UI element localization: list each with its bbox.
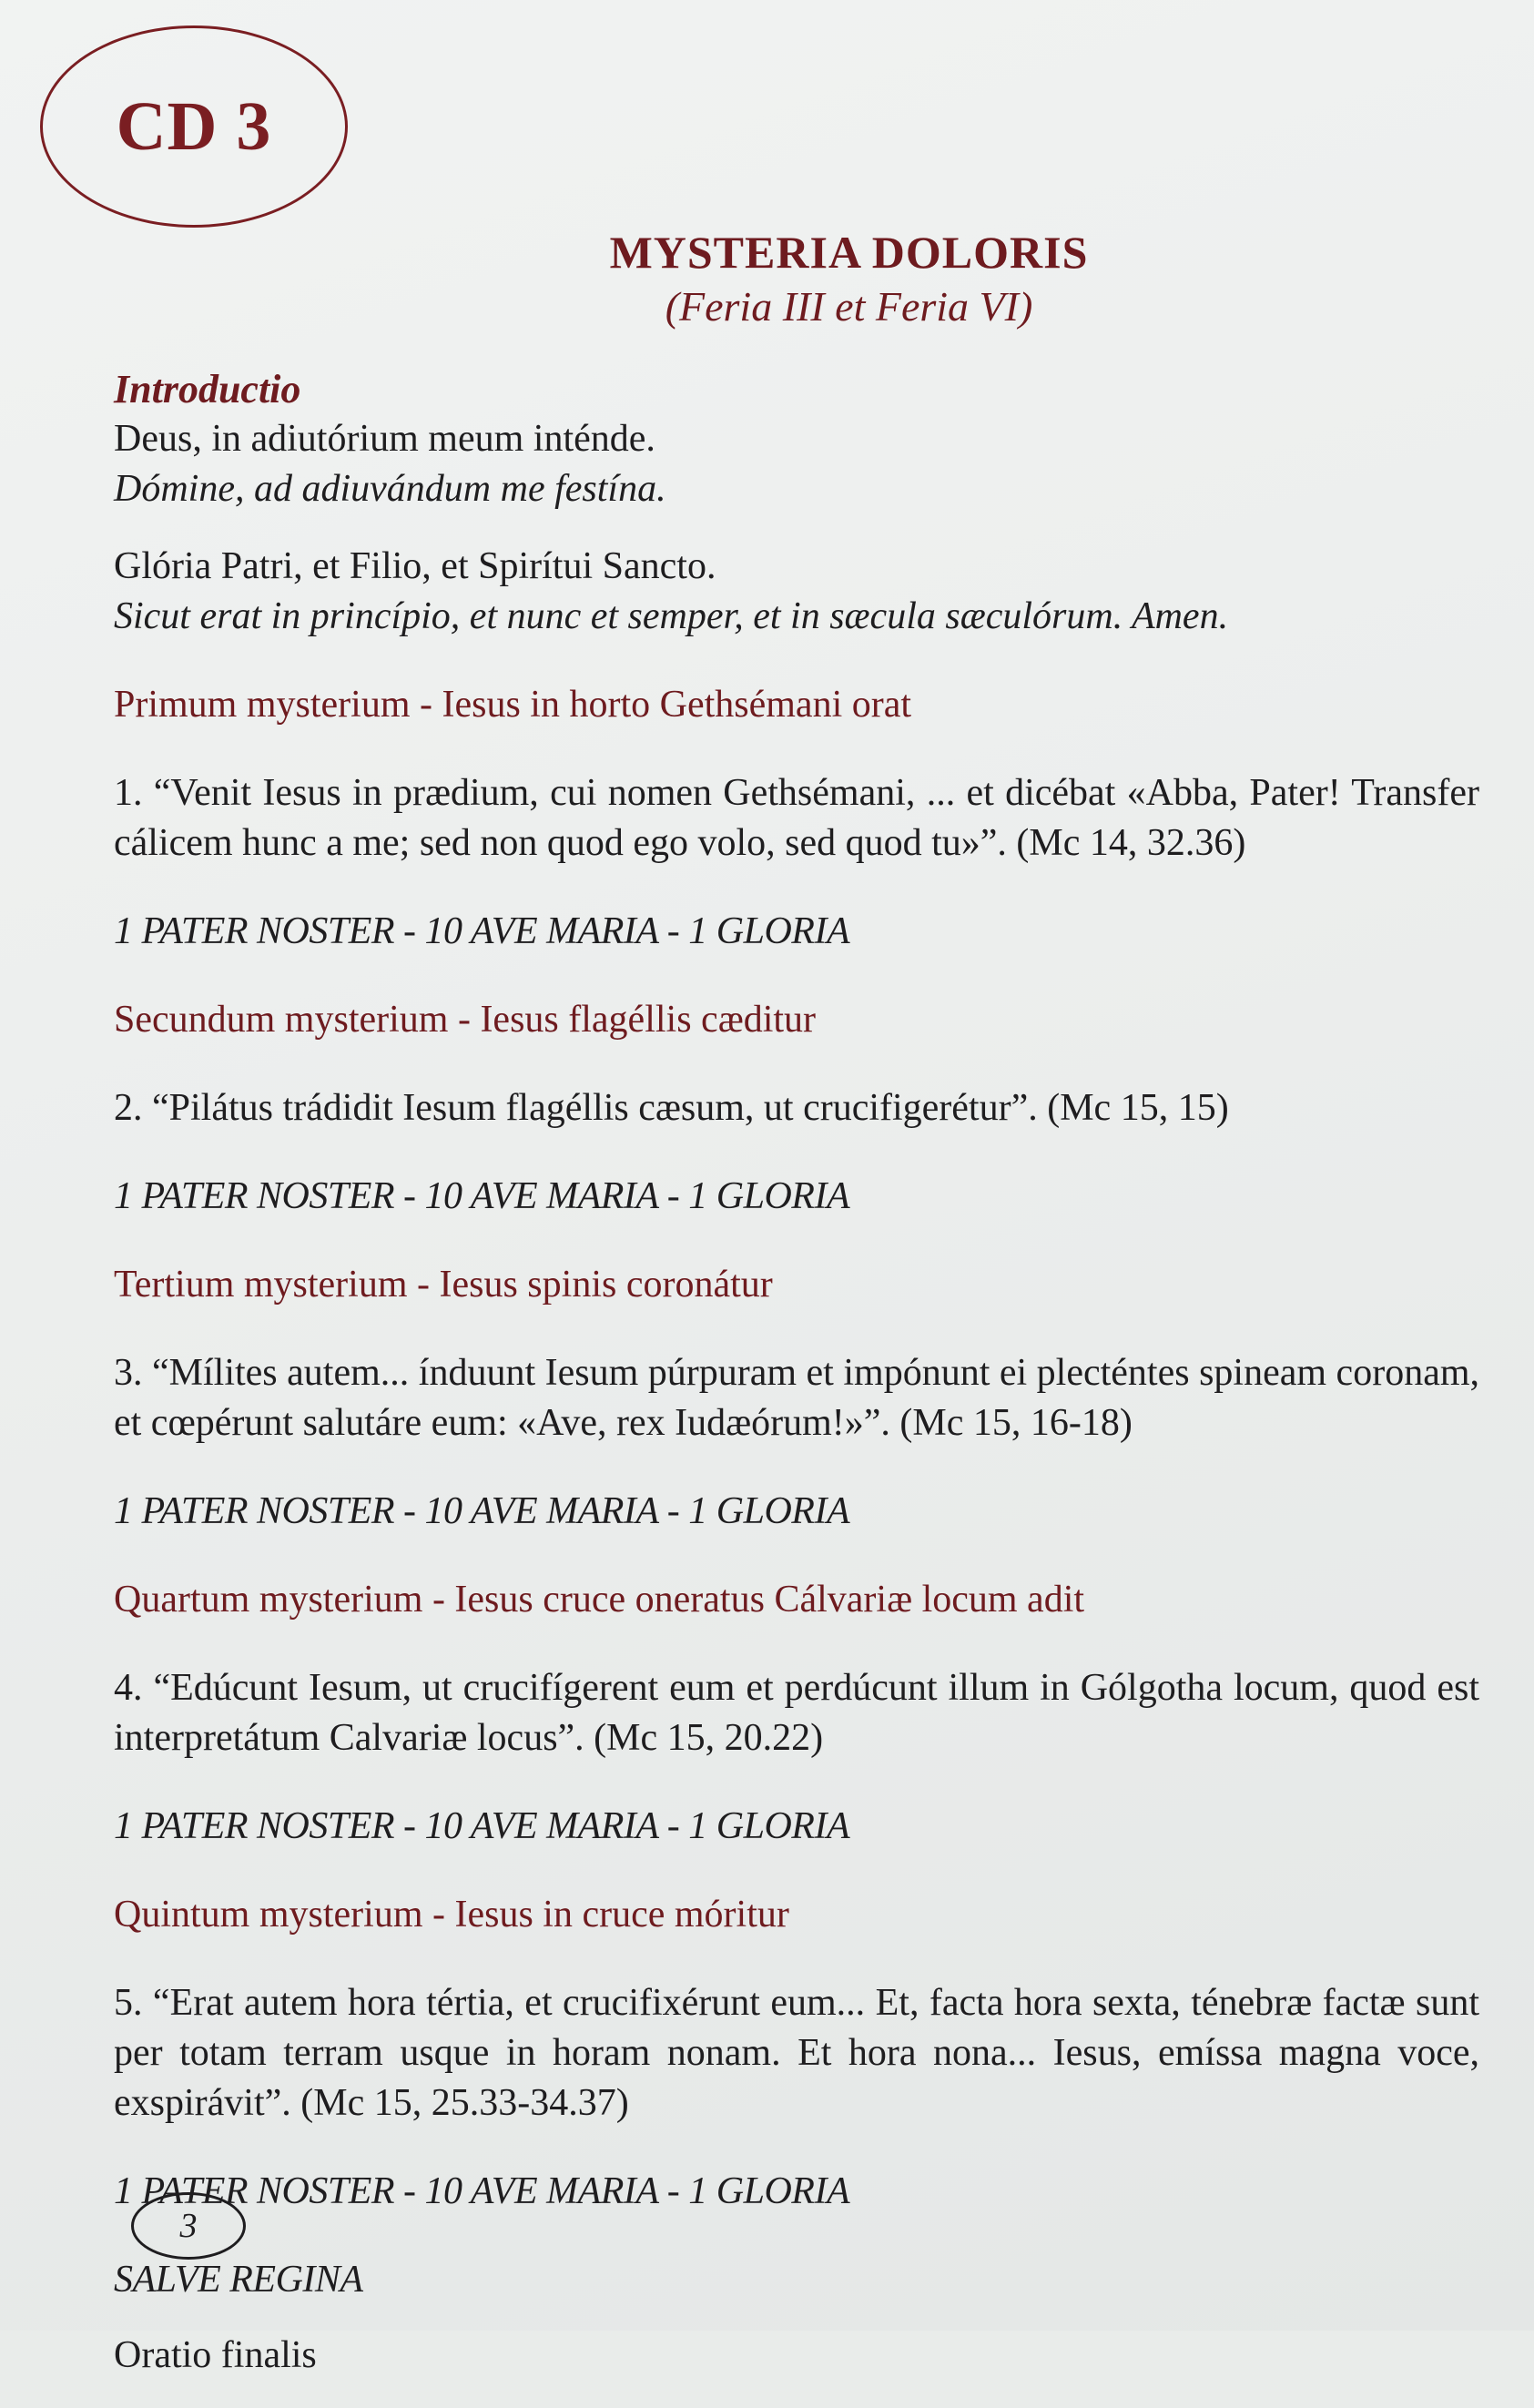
cd-label: CD 3 [116,87,272,165]
mystery-text: 4. “Edúcunt Iesum, ut crucifígerent eum et perdúcunt illum in Gólgotha locum, quod est interpretátum Calvariæ locus”. (Mc 15, 20.22) [114,1667,1479,1759]
gloria-section [114,542,1479,642]
mystery-prayer: 1 PATER NOSTER - 10 AVE MARIA - 1 GLORIA [114,1175,850,1217]
salve-regina: SALVE REGINA [114,2259,363,2301]
page-number: 3 [179,2207,198,2245]
mystery-3 [114,1260,1479,1537]
mystery-title: Primum mysterium - Iesus in horto Gethsémani orat [114,684,912,726]
mystery-prayer: 1 PATER NOSTER - 10 AVE MARIA - 1 GLORIA [114,2170,850,2212]
introductio-line-2: Dómine, ad adiuvándum me festína. [114,468,666,510]
page-content [114,364,1479,2408]
introductio-line-1: Deus, in adiutórium meum inténde. [114,418,655,460]
mystery-prayer: 1 PATER NOSTER - 10 AVE MARIA - 1 GLORIA [114,1805,850,1847]
mystery-2 [114,995,1479,1222]
mystery-4 [114,1575,1479,1852]
closing-section [114,2255,1479,2381]
mystery-text: 1. “Venit Iesus in prædium, cui nomen Gethsémani, ... et dicébat «Abba, Pater! Transfer cálicem hunc a me; sed non quod ego volo, sed quod tu»”. (Mc 14, 32.36) [114,772,1479,864]
mystery-text: 2. “Pilátus trádidit Iesum flagéllis cæsum, ut crucifigerétur”. (Mc 15, 15) [114,1087,1229,1129]
oratio-finalis: Oratio finalis [114,2334,317,2376]
mystery-title: Quartum mysterium - Iesus cruce oneratus Cálvariæ locum adit [114,1579,1085,1621]
gloria-line-2: Sicut erat in princípio, et nunc et semper, et in sæcula sæculórum. Amen. [114,595,1229,637]
mystery-title: Secundum mysterium - Iesus flagéllis cæditur [114,999,817,1041]
page-subtitle: (Feria III et Feria VI) [665,283,1033,330]
page-title: MYSTERIA DOLORIS [609,227,1089,278]
mystery-1 [114,680,1479,957]
mystery-title: Tertium mysterium - Iesus spinis coronátur [114,1264,773,1306]
mystery-text: 5. “Erat autem hora tértia, et crucifixérunt eum... Et, facta hora sexta, ténebræ factæ sunt per totam terram usque in horam nonam. Et hora nona... Iesus, emíssa magna voce, exspirávit”. (Mc 15, 25.33-34.37) [114,1982,1479,2124]
mystery-text: 3. “Mílites autem... índuunt Iesum púrpuram et impónunt ei plecténtes spineam coronam, et cœpérunt salutáre eum: «Ave, rex Iudæórum!»”. (Mc 15, 16-18) [114,1352,1479,1444]
mystery-title: Quintum mysterium - Iesus in cruce móritur [114,1894,789,1936]
introductio-section [114,364,1479,514]
mystery-prayer: 1 PATER NOSTER - 10 AVE MARIA - 1 GLORIA [114,1490,850,1532]
mystery-prayer: 1 PATER NOSTER - 10 AVE MARIA - 1 GLORIA [114,910,850,952]
gloria-line-1: Glória Patri, et Filio, et Spirítui Sancto. [114,545,716,587]
introductio-heading: Introductio [114,367,301,411]
mystery-5 [114,1890,1479,2217]
page-number-badge [131,2192,246,2260]
cd-badge [40,25,348,228]
